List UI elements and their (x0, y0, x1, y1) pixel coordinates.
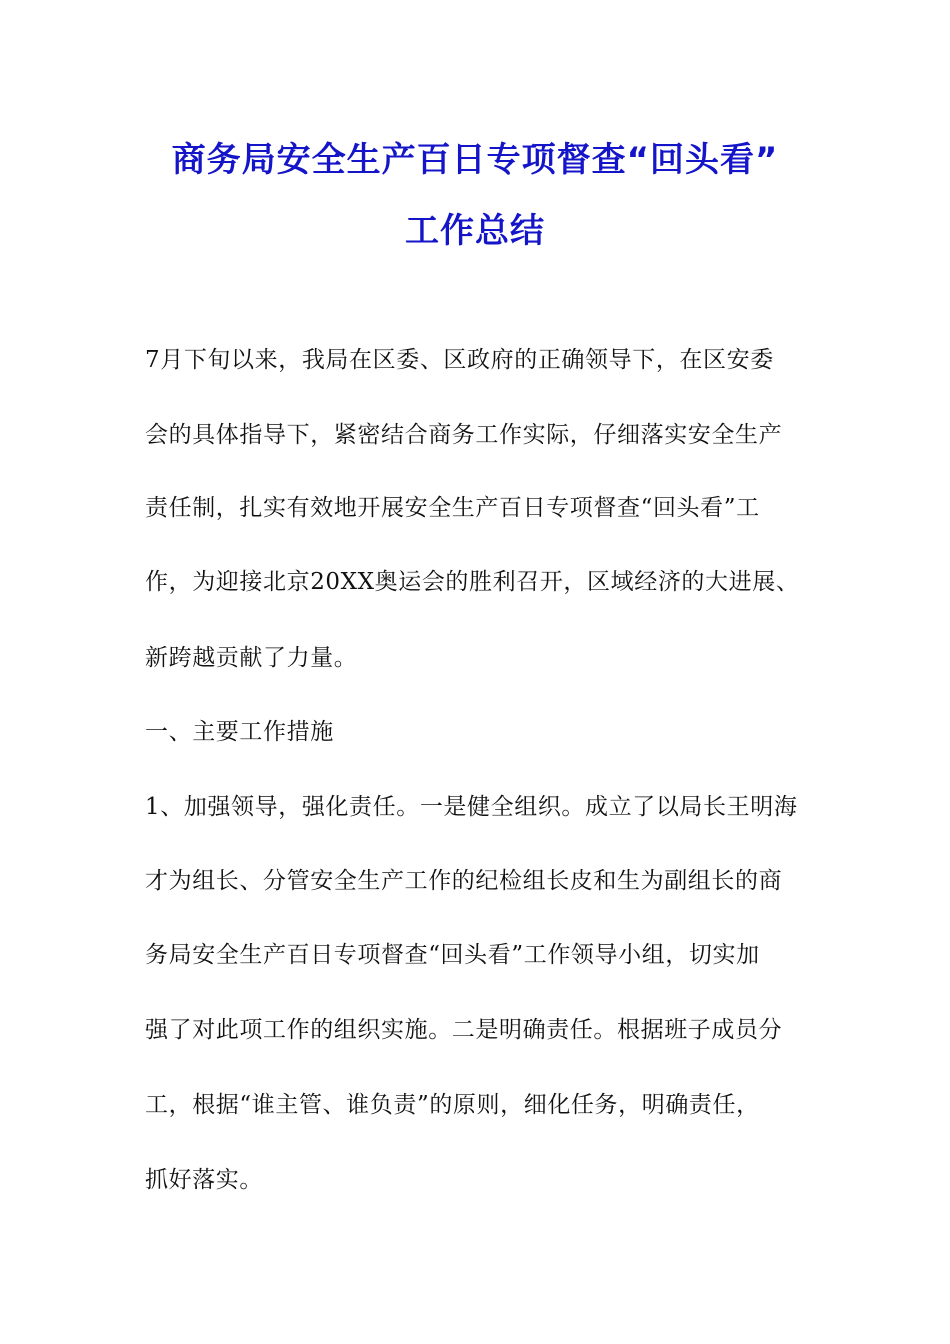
paragraph-1-line-3: 责任制，扎实有效地开展安全生产百日专项督查“回头看”工 (145, 495, 760, 521)
document-title-line-2: 工作总结 (405, 211, 545, 251)
paragraph-1-line-1: 7月下旬以来，我局在区委、区政府的正确领导下，在区安委 (145, 347, 774, 373)
paragraph-2-line-6: 抓好落实。 (145, 1167, 263, 1193)
paragraph-1-line-4: 作，为迎接北京20XX奥运会的胜利召开，区域经济的大进展、 (145, 569, 800, 595)
paragraph-2-line-3: 务局安全生产百日专项督查“回头看”工作领导小组，切实加 (145, 942, 760, 968)
paragraph-2-line-1: 1、加强领导，强化责任。一是健全组织。成立了以局长王明海 (145, 794, 798, 820)
section-heading-1: 一、主要工作措施 (145, 719, 334, 745)
paragraph-2-line-2: 才为组长、分管安全生产工作的纪检组长皮和生为副组长的商 (145, 868, 783, 894)
paragraph-1-line-5: 新跨越贡献了力量。 (145, 645, 358, 671)
paragraph-2-line-5: 工，根据“谁主管、谁负责”的原则，细化任务，明确责任， (145, 1092, 760, 1118)
document-title-line-1: 商务局安全生产百日专项督查“回头看” (171, 140, 779, 180)
paragraph-1-line-2: 会的具体指导下，紧密结合商务工作实际，仔细落实安全生产 (145, 422, 783, 448)
paragraph-2-line-4: 强了对此项工作的组织实施。二是明确责任。根据班子成员分 (145, 1017, 783, 1043)
